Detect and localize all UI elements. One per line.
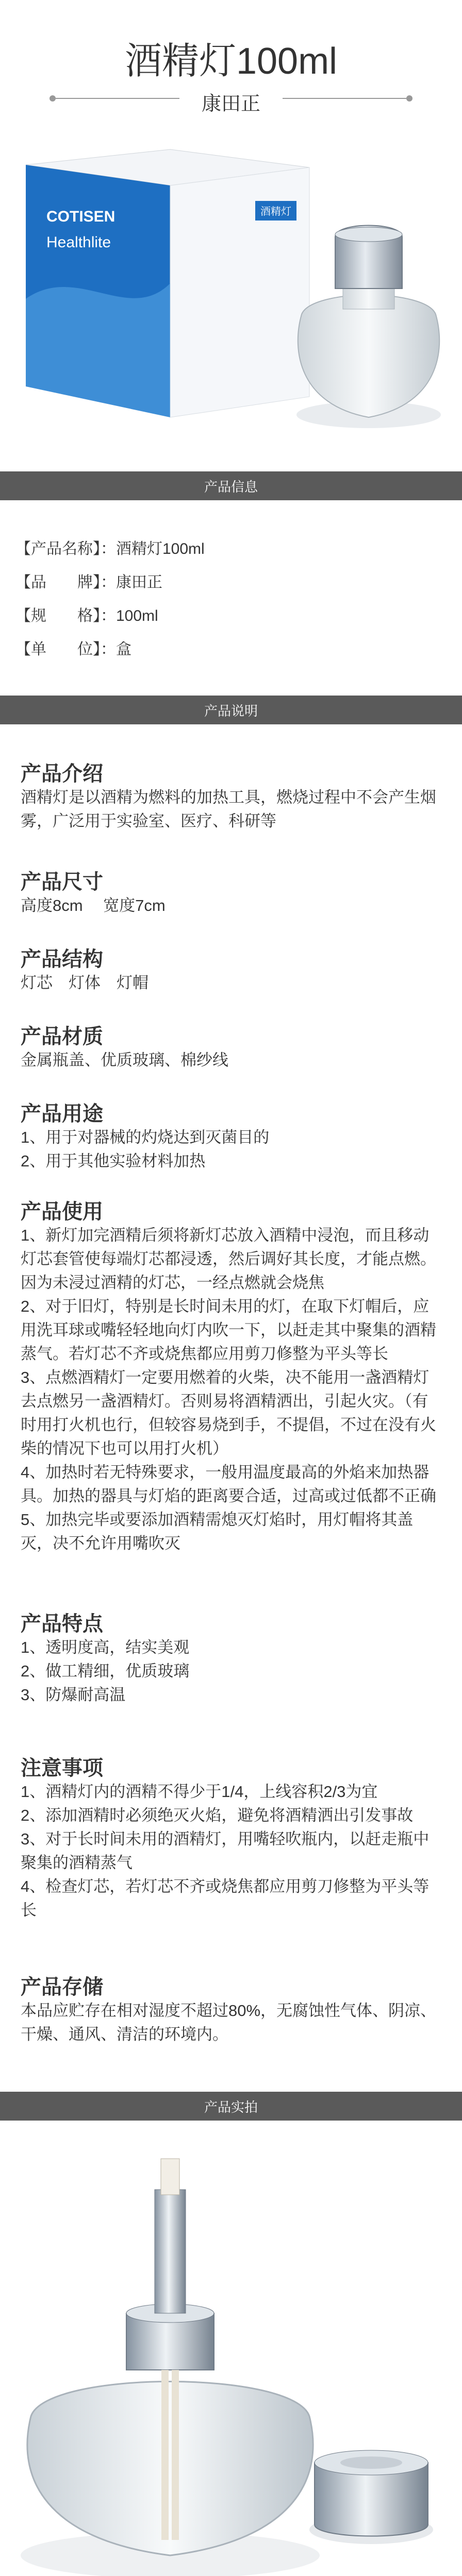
structure-line: 灯芯 灯体 灯帽 <box>21 974 148 992</box>
divider-dot-right <box>406 95 412 101</box>
info-label: 【品 牌】： <box>15 574 116 591</box>
structure-title: 产品结构 <box>21 948 103 971</box>
notes-line: 3、对于长时间未用的酒精灯，用嘴轻吹瓶内，以赶走瓶中聚集的酒精蒸气 <box>21 1830 430 1872</box>
usage-line: 1、用于对器械的灼烧达到灭菌目的 <box>21 1128 270 1146</box>
info-value: 康田正 <box>116 574 162 591</box>
intro-title: 产品介绍 <box>21 762 103 785</box>
features-line: 1、透明度高，结实美观 <box>21 1638 190 1656</box>
material-body <box>21 1048 443 1072</box>
features-line: 3、防爆耐高温 <box>21 1686 126 1704</box>
info-row-brand <box>15 569 162 592</box>
material-title: 产品材质 <box>21 1025 103 1048</box>
box-tag: 酒精灯 <box>260 206 291 217</box>
size-body <box>21 894 443 918</box>
notes-body <box>21 1780 443 1922</box>
storage-line: 本品应贮存在相对湿度不超过80%，无腐蚀性气体、阴凉、干燥、通风、清洁的环境内。 <box>21 2002 437 2043</box>
usage-title: 产品用途 <box>21 1103 103 1125</box>
info-value: 100ml <box>116 607 158 624</box>
photo-lamp-uncapped <box>0 2128 462 2576</box>
info-label: 【单 位】： <box>15 641 116 658</box>
brand-name: 康田正 <box>201 93 260 115</box>
usage-line: 2、用于其他实验材料加热 <box>21 1152 206 1170</box>
page-title: 酒精灯100ml <box>124 41 338 82</box>
storage-body <box>21 1999 443 2046</box>
intro-body <box>21 786 443 833</box>
structure-body <box>21 971 443 995</box>
features-line: 2、做工精细，优质玻璃 <box>21 1662 190 1680</box>
info-label: 【规 格】： <box>15 607 116 624</box>
notes-title: 注意事项 <box>21 1757 103 1780</box>
operation-line: 3、点燃酒精灯一定要用燃着的火柴，决不能用一盏酒精灯去点燃另一盏酒精灯。否则易将酒精洒出，引起火灾。（有时用打火机也行，但较容易烧到手，不提倡，不过在没有火柴的情况下也可以用打火机） <box>21 1368 436 1458</box>
section-band-photos: 产品实拍 <box>0 2092 462 2121</box>
notes-line: 1、酒精灯内的酒精不得少于1/4，上线容积2/3为宜 <box>21 1783 378 1801</box>
operation-body <box>21 1224 443 1555</box>
notes-line: 2、添加酒精时必须绝灭火焰，避免将酒精洒出引发事故 <box>21 1806 414 1824</box>
intro-line: 酒精灯是以酒精为燃料的加热工具，燃烧过程中不会产生烟雾，广泛用于实验室、医疗、科研等 <box>21 788 436 830</box>
operation-line: 4、加热时若无特殊要求，一般用温度最高的外焰来加热器具。加热的器具与灯焰的距离要合适，过高或过低都不正确5、加热完毕或要添加酒精需熄灭灯焰时，用灯帽将其盖灭，决不允许用嘴吹灭 <box>21 1463 436 1552</box>
operation-title: 产品使用 <box>21 1200 103 1223</box>
info-row-spec <box>15 603 158 625</box>
operation-line: 1、新灯加完酒精后须将新灯芯放入酒精中浸泡，而且移动灯芯套管使每端灯芯都浸透，然后调好其长度，才能点燃。因为未浸过酒精的灯芯，一经点燃就会烧焦 <box>21 1226 436 1292</box>
box-brand-en: COTISEN <box>46 208 116 225</box>
box-series: Healthlite <box>46 234 111 251</box>
storage-title: 产品存储 <box>21 1976 103 1998</box>
info-row-unit <box>15 636 131 659</box>
operation-line: 2、对于旧灯，特别是长时间未用的灯，在取下灯帽后，应用洗耳球或嘴轻轻地向灯内吹一下，以赶走其中聚集的酒精蒸气。若灯芯不齐或烧焦都应用剪刀修整为平头等长 <box>21 1297 436 1363</box>
info-row-name <box>15 536 205 558</box>
info-label: 【产品名称】： <box>15 540 116 557</box>
section-band-info: 产品信息 <box>0 471 462 500</box>
usage-body <box>21 1126 443 1173</box>
size-title: 产品尺寸 <box>21 871 103 893</box>
features-body <box>21 1636 443 1707</box>
hero-product-image <box>0 129 462 438</box>
brand-line <box>0 88 462 115</box>
material-line: 金属瓶盖、优质玻璃、棉纱线 <box>21 1051 228 1069</box>
features-title: 产品特点 <box>21 1613 103 1635</box>
info-value: 酒精灯100ml <box>116 540 205 557</box>
notes-line: 4、检查灯芯，若灯芯不齐或烧焦都应用剪刀修整为平头等长 <box>21 1877 430 1919</box>
section-band-description: 产品说明 <box>0 696 462 724</box>
size-line: 高度8cm 宽度7cm <box>21 896 166 914</box>
info-value: 盒 <box>116 641 131 658</box>
divider-right <box>283 98 406 99</box>
